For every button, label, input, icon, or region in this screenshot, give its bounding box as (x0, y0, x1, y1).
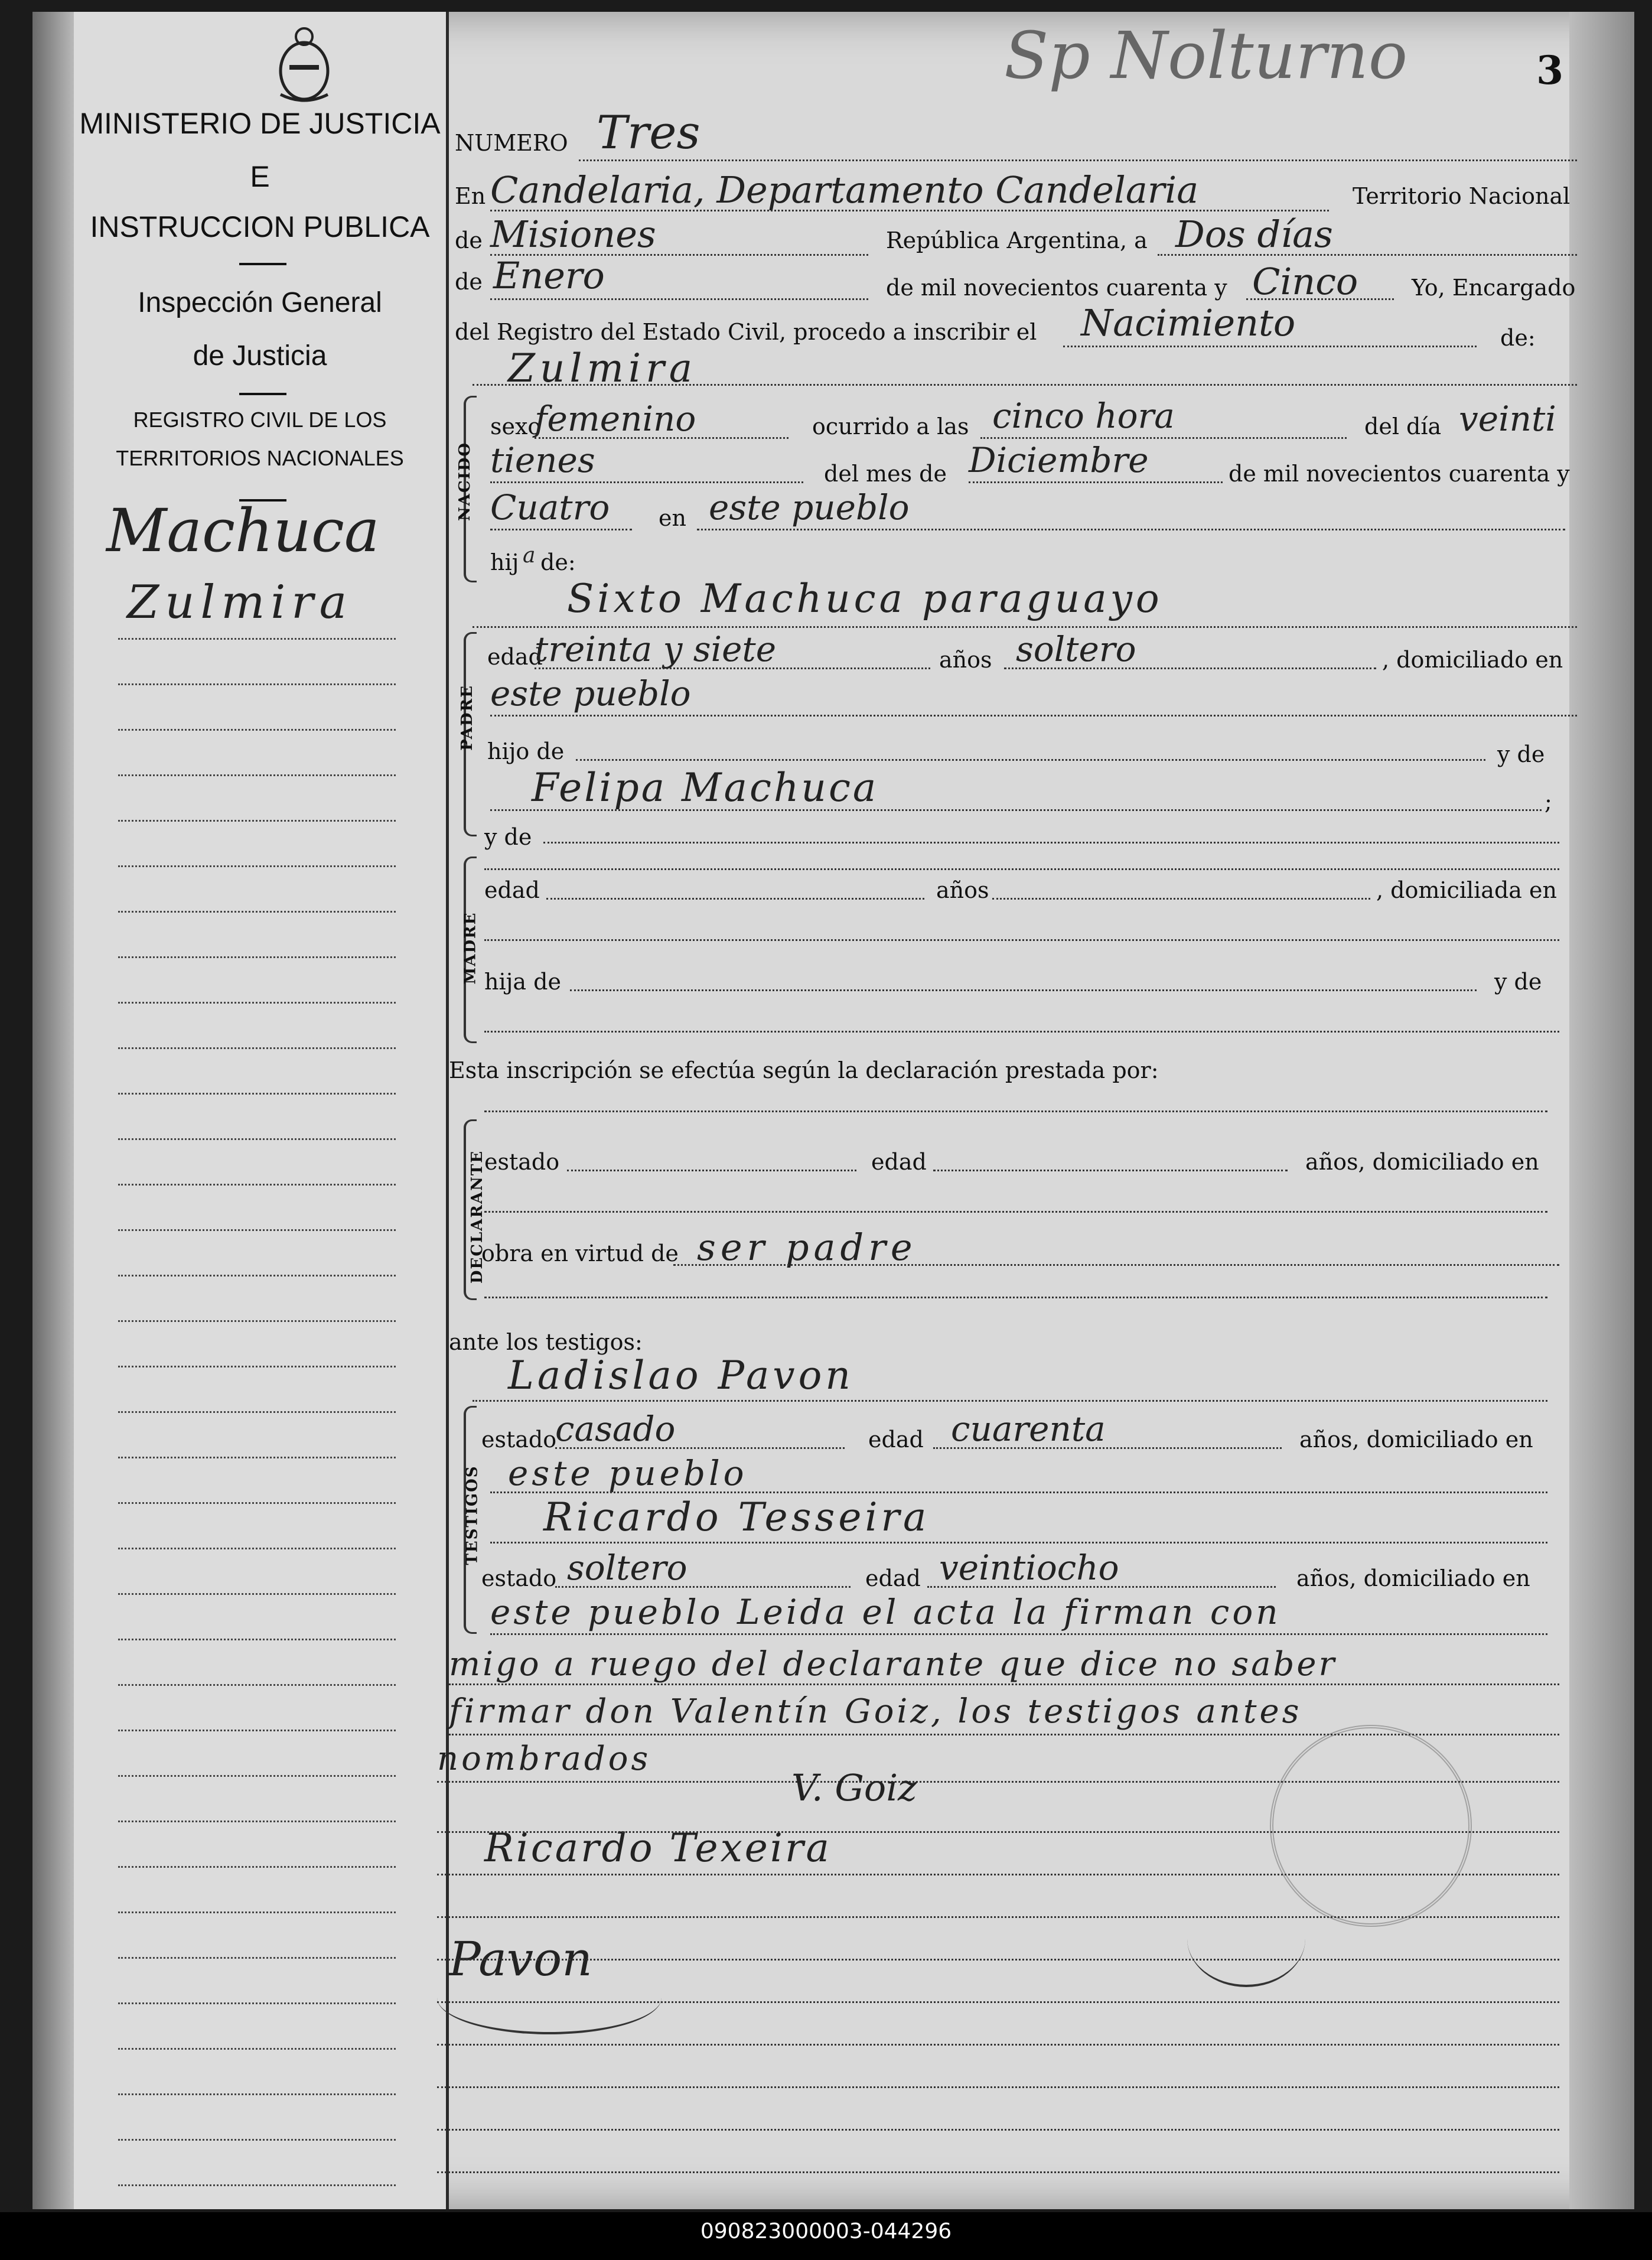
margin-ruled-line (118, 1320, 396, 1322)
document-id: 090823000003-044296 (700, 2219, 952, 2243)
dotted-line (933, 1170, 1288, 1171)
mil-label: de mil novecientos cuarenta y (886, 275, 1227, 301)
national-crest-icon (269, 24, 340, 106)
dotted-line (567, 1170, 856, 1171)
de2-label: de (455, 269, 483, 295)
dotted-line (490, 1633, 1547, 1635)
t1-edad-label: edad (868, 1427, 924, 1453)
margin-given-name: Zulmira (127, 576, 353, 629)
nac-anio-value: Cuatro (490, 487, 610, 527)
decl-edad-label: edad (871, 1149, 927, 1175)
margin-ruled-line (118, 820, 396, 822)
dotted-line (980, 437, 1347, 439)
body-ruled-line (437, 2044, 1559, 2046)
madre-domiciliada-label: , domiciliada en (1376, 877, 1557, 903)
margin-ruled-line (118, 1502, 396, 1504)
margin-ruled-line (118, 774, 396, 776)
del-dia-label: del día (1364, 413, 1442, 439)
de3-label: de: (1500, 325, 1536, 351)
margin-ruled-line (118, 1730, 396, 1731)
dotted-line (490, 210, 1329, 211)
inspection-line-2: de Justicia (193, 340, 327, 372)
lugar-value: este pueblo (709, 487, 910, 527)
dotted-line (484, 1211, 1547, 1213)
padre-estado-value: soltero (1016, 629, 1136, 669)
dotted-line (992, 898, 1370, 900)
decl-estado-label: estado (484, 1149, 560, 1175)
t1-domicilio-value: este pueblo (508, 1453, 748, 1493)
body-ruled-line (437, 2001, 1559, 2003)
margin-ruled-line (118, 1866, 396, 1868)
t1-estado-value: casado (555, 1409, 676, 1449)
sexo-value: femenino (535, 399, 696, 439)
closing-line-1: migo a ruego del declarante que dice no saber (449, 1645, 1337, 1683)
sexo-label: sexo (490, 413, 542, 439)
ministry-line-1: MINISTERIO DE JUSTICIA (79, 107, 441, 140)
margin-ruled-line (118, 2184, 396, 2186)
nacido-side-label: NACIDO (456, 442, 474, 521)
body-ruled-line (437, 2086, 1559, 2088)
margin-surname: Machuca (106, 496, 380, 565)
official-signature-mark (1187, 1890, 1305, 1987)
dotted-line (490, 481, 803, 483)
margin-ruled-line (118, 1457, 396, 1458)
body-ruled-line (437, 2129, 1559, 2131)
madre-side-label: MADRE (461, 911, 480, 985)
t2-estado-label: estado (481, 1565, 557, 1591)
signature-flourish (437, 1961, 662, 2034)
dotted-line (576, 759, 1485, 761)
dotted-line (969, 481, 1223, 483)
dotted-line (579, 159, 1577, 161)
del-mes-label: del mes de (824, 461, 947, 487)
dotted-line (673, 1264, 1559, 1266)
margin-ruled-line (118, 911, 396, 913)
dotted-line (484, 939, 1559, 941)
t2-estado-value: soltero (567, 1548, 687, 1588)
hij-suffix: a (523, 543, 536, 568)
t1-estado-label: estado (481, 1427, 557, 1453)
page-edge (1569, 12, 1634, 2209)
body-ruled-line (437, 1959, 1559, 1961)
abuela-value: Felipa Machuca (532, 765, 879, 810)
acto-value: Nacimiento (1081, 301, 1296, 344)
y-de-label: y de (484, 824, 532, 850)
obra-value: ser padre (697, 1226, 917, 1269)
nac-en-label: en (659, 505, 686, 531)
ministry-line-3: INSTRUCCION PUBLICA (90, 210, 430, 243)
dotted-line (484, 1031, 1559, 1033)
republica-label: República Argentina, a (886, 227, 1148, 253)
padre-name-value: Sixto Machuca paraguayo (567, 576, 1163, 621)
margin-ruled-line (118, 1229, 396, 1231)
margin-ruled-line (118, 1548, 396, 1549)
body-ruled-line (437, 1916, 1559, 1918)
dotted-line (535, 667, 930, 669)
testigo-2-name: Ricardo Tesseira (543, 1494, 930, 1540)
testigo-1-name: Ladislao Pavon (508, 1353, 854, 1398)
header-divider (239, 263, 286, 265)
dotted-line (484, 1111, 1547, 1112)
dotted-line (490, 1492, 1547, 1493)
t1-anos-label: años, domiciliado en (1299, 1427, 1533, 1453)
margin-ruled-line (118, 2139, 396, 2141)
ministry-line-2: E (250, 160, 270, 193)
margin-ruled-line (118, 1047, 396, 1049)
dotted-line (555, 1447, 845, 1449)
footer-bar (0, 2212, 1652, 2260)
padre-domiciliado-label: , domiciliado en (1382, 647, 1563, 673)
dotted-line (543, 842, 1559, 844)
registry-line-1: REGISTRO CIVIL DE LOS (133, 408, 387, 432)
dotted-line (1063, 346, 1477, 347)
dotted-line (473, 1400, 1547, 1402)
territorio-label: Territorio Nacional (1353, 183, 1570, 209)
closing-line-3: nombrados (437, 1740, 651, 1778)
body-ruled-line (437, 1831, 1559, 1833)
dotted-line (697, 529, 1565, 530)
margin-ruled-line (118, 1684, 396, 1686)
margin-ruled-line (118, 2093, 396, 2095)
numero-label: NUMERO (455, 130, 568, 156)
semicolon: ; (1545, 789, 1552, 815)
inspection-line-1: Inspección General (138, 287, 382, 318)
hija-de-label: hija de (484, 969, 561, 995)
dotted-line (490, 529, 632, 530)
hij-label: hij (490, 549, 519, 575)
padre-edad-label: edad (487, 644, 543, 670)
padre-y-de-label: y de (1497, 741, 1545, 767)
margin-ruled-line (118, 1911, 396, 1913)
margin-ruled-line (118, 1593, 396, 1595)
t1-edad-value: cuarenta (951, 1409, 1106, 1449)
dotted-line (473, 384, 1577, 386)
signature-goiz: V. Goiz (791, 1766, 917, 1809)
margin-ruled-line (118, 1639, 396, 1640)
header-divider (239, 393, 286, 395)
dotted-line (484, 1297, 1547, 1298)
de-value: Misiones (490, 213, 656, 256)
madre-y-de-label: y de (1494, 969, 1542, 995)
margin-ruled-line (118, 1002, 396, 1004)
dotted-line (1158, 254, 1577, 256)
padre-domicilio-value: este pueblo (490, 673, 691, 714)
madre-edad-label: edad (484, 877, 540, 903)
hora-value: cinco hora (992, 396, 1175, 436)
dotted-line (490, 715, 1577, 717)
ocurrido-label: ocurrido a las (812, 413, 969, 439)
decl-anos-label: años, domiciliado en (1305, 1149, 1539, 1175)
nac-mil-label: de mil novecientos cuarenta y (1229, 461, 1570, 487)
margin-ruled-line (118, 1138, 396, 1140)
margin-ruled-line (118, 1821, 396, 1822)
padre-anos-label: años (939, 647, 992, 673)
en-value: Candelaria, Departamento Candelaria (490, 168, 1199, 211)
t2-edad-value: veintiocho (939, 1548, 1119, 1588)
anio-value: Cinco (1252, 260, 1358, 303)
dotted-line (490, 298, 868, 300)
margin-ruled-line (118, 1775, 396, 1777)
dotted-line (546, 898, 924, 900)
t2-domicilio-value: este pueblo Leida el acta la firman con (490, 1592, 1281, 1632)
numero-value: Tres (597, 106, 700, 159)
declarante-intro: Esta inscripción se efectúa según la declaración prestada por: (449, 1057, 1159, 1083)
official-seal-stamp (1270, 1725, 1472, 1927)
dotted-line (490, 1542, 1547, 1543)
registry-line-2: TERRITORIOS NACIONALES (116, 446, 404, 470)
dotted-line (570, 989, 1477, 991)
mes-value: Enero (493, 254, 605, 297)
dotted-line (555, 1586, 851, 1588)
dotted-line (490, 809, 1542, 811)
dotted-line (484, 868, 1559, 870)
margin-ruled-line (118, 729, 396, 731)
declarante-side-label: DECLARANTE (468, 1149, 487, 1284)
margin-ruled-line (118, 1411, 396, 1413)
dotted-line (535, 437, 788, 439)
t2-edad-label: edad (865, 1565, 921, 1591)
signature-ricardo: Ricardo Texeira (484, 1825, 832, 1871)
madre-anos-label: años (936, 877, 989, 903)
margin-ruled-line (118, 638, 396, 640)
dotted-line (933, 1447, 1282, 1449)
margin-ruled-line (118, 2048, 396, 2050)
margin-ruled-line (118, 1366, 396, 1367)
hijo-de-label: hijo de (487, 738, 565, 764)
margin-ruled-line (118, 1957, 396, 1959)
margin-ruled-line (118, 865, 396, 867)
padre-side-label: PADRE (458, 685, 476, 751)
testigos-intro: ante los testigos: (449, 1329, 643, 1355)
margin-ruled-line (118, 1275, 396, 1276)
margin-ruled-line (118, 1093, 396, 1095)
dotted-line (1246, 298, 1394, 300)
dia-value: veinti (1459, 399, 1556, 439)
margin-ruled-line (118, 1184, 396, 1186)
yo-label: Yo, Encargado (1412, 275, 1576, 301)
padre-edad-value: treinta y siete (535, 629, 777, 669)
body-ruled-line (437, 2171, 1559, 2173)
dotted-line (473, 626, 1577, 628)
closing-line-2: firmar don Valentín Goiz, los testigos antes (449, 1692, 1302, 1731)
top-stamp-text: Sp Nolturno (1004, 18, 1408, 93)
nombre-value: Zulmira (508, 346, 698, 391)
margin-ruled-line (118, 683, 396, 685)
hij-de-label: de: (540, 549, 576, 575)
t2-anos-label: años, domiciliado en (1296, 1565, 1530, 1591)
dotted-line (1004, 667, 1376, 669)
testigos-side-label: TESTIGOS (463, 1465, 481, 1565)
signature-pavon: Pavon (449, 1932, 592, 1987)
page-binding (32, 12, 74, 2209)
dotted-line (449, 1683, 1559, 1685)
margin-ruled-line (118, 2002, 396, 2004)
dia-value: Dos días (1175, 213, 1333, 256)
margin-ruled-line (118, 956, 396, 958)
registro-label: del Registro del Estado Civil, procedo a inscribir el (455, 319, 1037, 345)
obra-label: obra en virtud de (481, 1240, 679, 1266)
body-ruled-line (437, 1874, 1559, 1875)
nac-mes-value: Diciembre (969, 440, 1149, 480)
de-label: de (455, 227, 483, 253)
dotted-line (927, 1586, 1276, 1588)
dia-value-2: tienes (490, 440, 595, 480)
en-label: En (455, 183, 486, 209)
page-number: 3 (1536, 47, 1563, 93)
